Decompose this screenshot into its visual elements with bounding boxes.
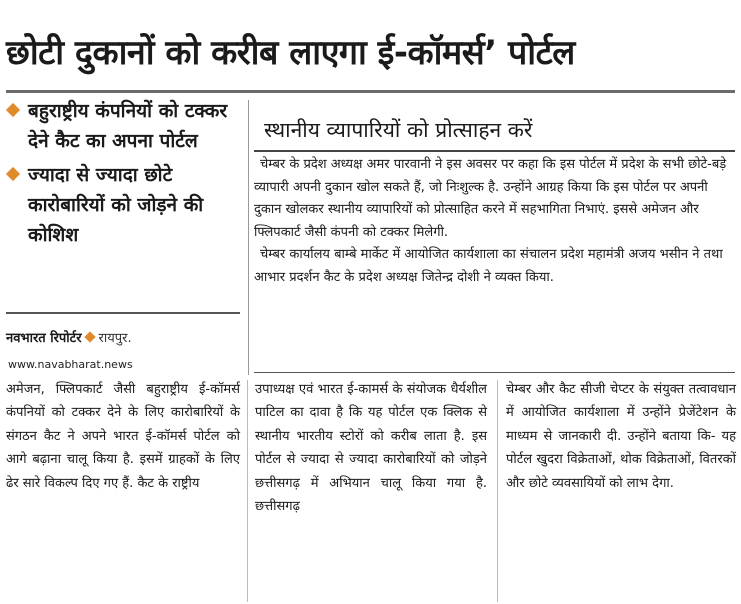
dateline-city: रायपुर.: [98, 331, 132, 346]
subsection-heading: स्थानीय व्यापारियों को प्रोत्साहन करें: [264, 118, 533, 142]
diamond-bullet-icon: [6, 167, 20, 181]
bullet-list: [4, 96, 240, 254]
bullet-text: ज्यादा से ज्यादा छोटे कारोबारियों को जोड़ने की कोशिश: [28, 164, 204, 246]
byline-rule: [6, 312, 240, 314]
headline-rule: [6, 90, 735, 93]
article-column-1: अमेजन, फ्लिपकार्ट जैसी बहुराष्ट्रीय ई-कॉमर्स कंपनियों को टक्कर देने के लिए कारोबारियों के संगठन कैट ने अपने भारत ई-कॉमर्स पोर्टल को आगे बढ़ाना चालू किया है. इसमें ग्राहकों के लिए ढेर सारे विकल्प दिए गए हैं. कैट के राष्ट्रीय: [6, 382, 240, 491]
bullet-text: बहुराष्ट्रीय कंपनियों को टक्कर देने कैट का अपना पोर्टल: [28, 100, 228, 152]
bullet-item: [4, 96, 240, 156]
subsection-bottom-rule: [254, 372, 735, 373]
headline: छोटी दुकानों को करीब लाएगा ई-कॉमर्स’ पोर्टल: [6, 33, 575, 73]
column-divider: [248, 100, 249, 375]
subsection-body: [254, 154, 732, 289]
byline: [6, 328, 246, 346]
diamond-separator-icon: [84, 331, 95, 342]
bullet-item: [4, 160, 240, 250]
article-column-3: चेम्बर और कैट सीजी चेप्टर के संयुक्त तत्वावधान में आयोजित कार्यशाला में उन्होंने प्रेजेंटेशन के माध्यम से जानकारी दी. उन्होंने बताया कि- यह पोर्टल खुदरा विक्रेताओं, थोक विक्रेताओं, वितरकों और छोटे व्यवसायियों को लाभ देगा.: [506, 382, 736, 491]
website-url[interactable]: www.navabharat.news: [8, 358, 133, 371]
column-divider: [497, 380, 498, 602]
article-column-2: उपाध्यक्ष एवं भारत ई-कामर्स के संयोजक धैर्यशील पाटिल का दावा है कि यह पोर्टल एक क्लिक से स्थानीय भारतीय स्टोरों को करीब लाता है. इस पोर्टल से ज्यादा से ज्यादा कारोबारियों को जोड़ने छत्तीसगढ़ में अभियान चालू किया गया है. छत्तीसगढ़: [255, 382, 487, 515]
subsection-paragraph: चेम्बर के प्रदेश अध्यक्ष अमर पारवानी ने इस अवसर पर कहा कि इस पोर्टल में प्रदेश के सभी छोटे-बड़े व्यापारी अपनी दुकान खोल सकते हैं, जो निःशुल्क है. उन्होंने आग्रह किया कि इस पोर्टल पर अपनी दुकान खोलकर स्थानीय व्यापारियों को प्रोत्साहित करने में सहभागिता निभाएं. इससे अमेजन और फ्लिपकार्ट जैसी कंपनी को टक्कर मिलेगी.: [254, 157, 727, 240]
subsection-paragraph: चेम्बर कार्यालय बाम्बे मार्केट में आयोजित कार्यशाला का संचालन प्रदेश महामंत्री अजय भसीन ने तथा आभार प्रदर्शन कैट के प्रदेश अध्यक्ष जितेन्द्र दोशी ने व्यक्त किया.: [254, 247, 723, 285]
subsection-rule: [254, 150, 735, 152]
reporter-name: नवभारत रिपोर्टर: [6, 331, 82, 346]
diamond-bullet-icon: [6, 103, 20, 117]
column-divider: [247, 380, 248, 602]
